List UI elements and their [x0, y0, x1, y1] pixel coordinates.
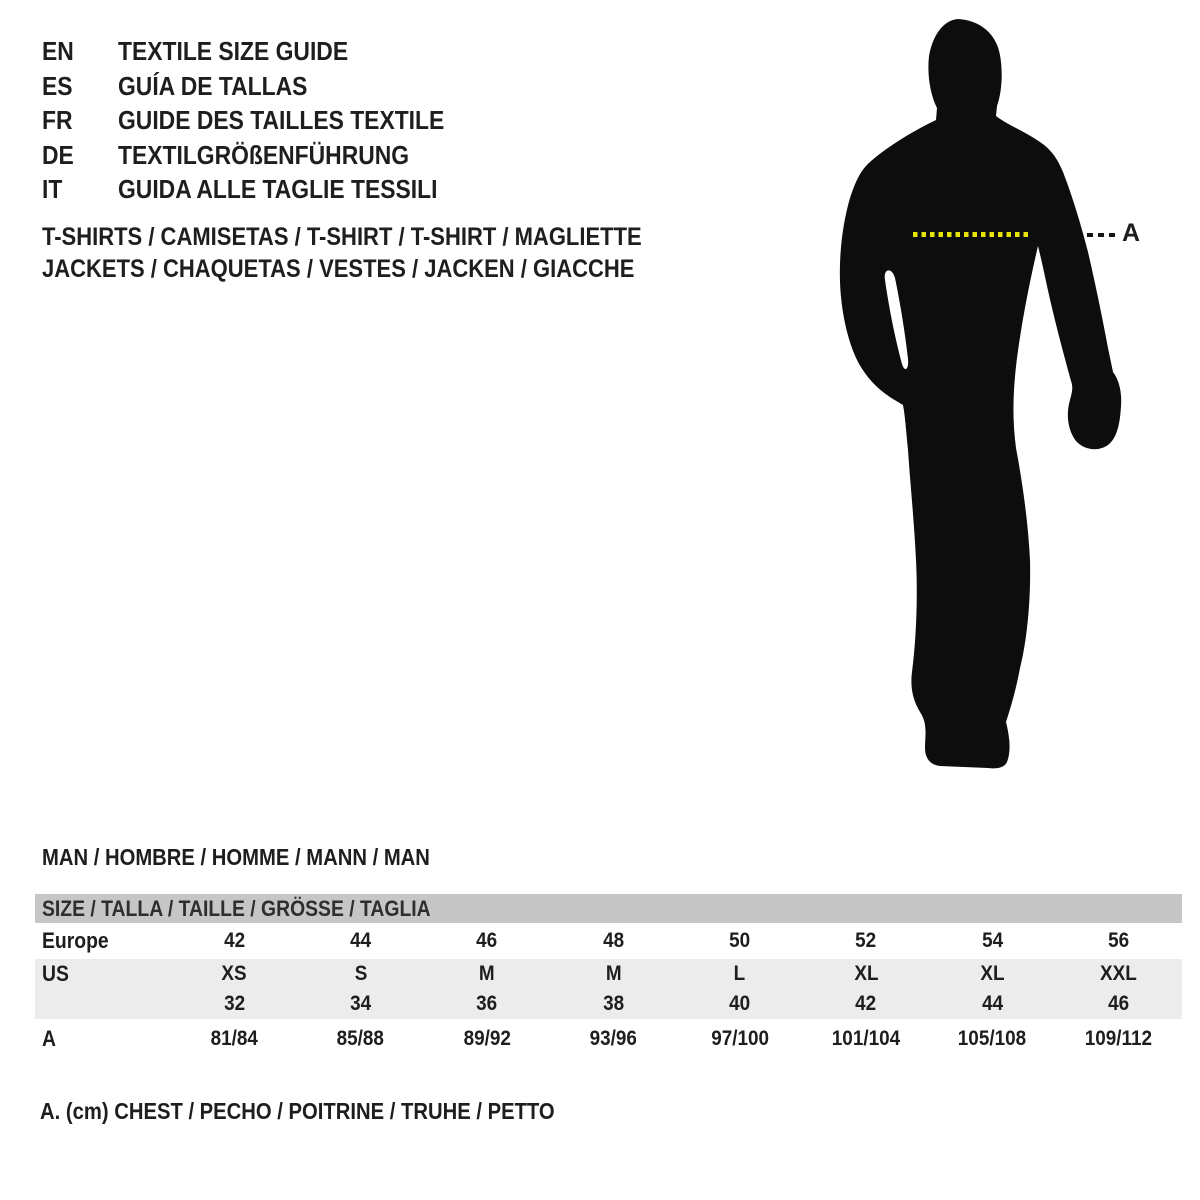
table-cell: 97/100 — [710, 1027, 769, 1050]
language-title: TEXTILGRÖßENFÜHRUNG — [118, 139, 410, 170]
table-cell: 105/108 — [958, 1027, 1027, 1050]
table-cell: XL — [853, 962, 879, 985]
language-row — [42, 138, 489, 173]
table-cell: 50 — [729, 929, 751, 952]
table-row-numeric — [35, 989, 1182, 1019]
language-row — [42, 172, 489, 207]
table-cell: 54 — [981, 929, 1003, 952]
language-title: GUÍA DE TALLAS — [118, 70, 308, 101]
category-line-tshirts: T-SHIRTS / CAMISETAS / T-SHIRT / T-SHIRT / MAGLIETTE — [42, 223, 642, 251]
table-cell: 42 — [855, 992, 877, 1015]
table-cell: 46 — [476, 929, 498, 952]
row-label: US — [42, 961, 69, 986]
language-code: DE — [42, 139, 74, 170]
table-cell: 85/88 — [336, 1027, 385, 1050]
language-code: EN — [42, 36, 74, 66]
table-cell: 34 — [350, 992, 372, 1015]
language-title: TEXTILE SIZE GUIDE — [118, 36, 349, 66]
table-cell: 36 — [476, 992, 498, 1015]
language-row — [42, 69, 489, 104]
row-label: A — [42, 1026, 56, 1051]
language-code: IT — [42, 174, 63, 204]
table-cell: 101/104 — [831, 1027, 901, 1050]
language-row — [42, 34, 489, 69]
table-cell: 81/84 — [210, 1027, 258, 1050]
table-row-us — [35, 959, 1182, 989]
language-row — [42, 103, 489, 138]
table-cell: 48 — [602, 929, 624, 952]
measurement-footnote-text: A. (cm) CHEST / PECHO / POITRINE / TRUHE / PETTO — [40, 1098, 555, 1124]
size-table — [35, 894, 1182, 1059]
table-cell: XS — [221, 962, 247, 985]
chest-measure-line — [913, 232, 1032, 237]
table-cell: 46 — [1108, 992, 1130, 1015]
table-cell: XL — [980, 962, 1005, 985]
table-cell: 52 — [855, 929, 877, 952]
table-cell: 44 — [350, 929, 372, 952]
measure-leader-line — [1087, 233, 1119, 237]
language-code: FR — [42, 105, 73, 135]
table-cell: S — [354, 962, 367, 985]
section-title — [42, 844, 483, 871]
language-title: GUIDA ALLE TAGLIE TESSILI — [118, 174, 438, 204]
man-silhouette-graphic — [820, 0, 1200, 800]
table-header-text: SIZE / TALLA / TAILLE / GRÖSSE / TAGLIA — [42, 896, 431, 921]
table-cell: 38 — [602, 992, 624, 1015]
table-row-chest — [35, 1019, 1182, 1059]
table-cell: XXL — [1100, 962, 1138, 985]
language-list — [42, 34, 489, 207]
table-cell: 56 — [1108, 929, 1130, 952]
table-cell: 40 — [729, 992, 751, 1015]
language-title: GUIDE DES TAILLES TEXTILE — [118, 105, 445, 135]
row-label: Europe — [42, 928, 109, 953]
category-line-jackets: JACKETS / CHAQUETAS / VESTES / JACKEN / GIACCHE — [42, 255, 635, 283]
man-silhouette — [820, 0, 1200, 800]
category-list — [42, 221, 723, 285]
measure-label-a: A — [1122, 219, 1141, 247]
table-cell: 109/112 — [1085, 1027, 1153, 1050]
measurement-footnote — [40, 1098, 625, 1125]
table-cell: 44 — [981, 992, 1003, 1015]
table-cell: M — [479, 962, 495, 985]
table-cell: 93/96 — [589, 1027, 637, 1050]
table-cell: 89/92 — [463, 1027, 511, 1050]
table-header — [35, 894, 1182, 923]
language-code: ES — [42, 70, 73, 101]
table-cell: 42 — [223, 929, 245, 952]
table-cell: L — [733, 962, 746, 985]
section-title-text: MAN / HOMBRE / HOMME / MANN / MAN — [42, 844, 430, 870]
row-label — [35, 991, 171, 1017]
table-row-europe — [35, 923, 1182, 959]
table-cell: 32 — [223, 992, 245, 1015]
table-cell: M — [605, 962, 622, 985]
